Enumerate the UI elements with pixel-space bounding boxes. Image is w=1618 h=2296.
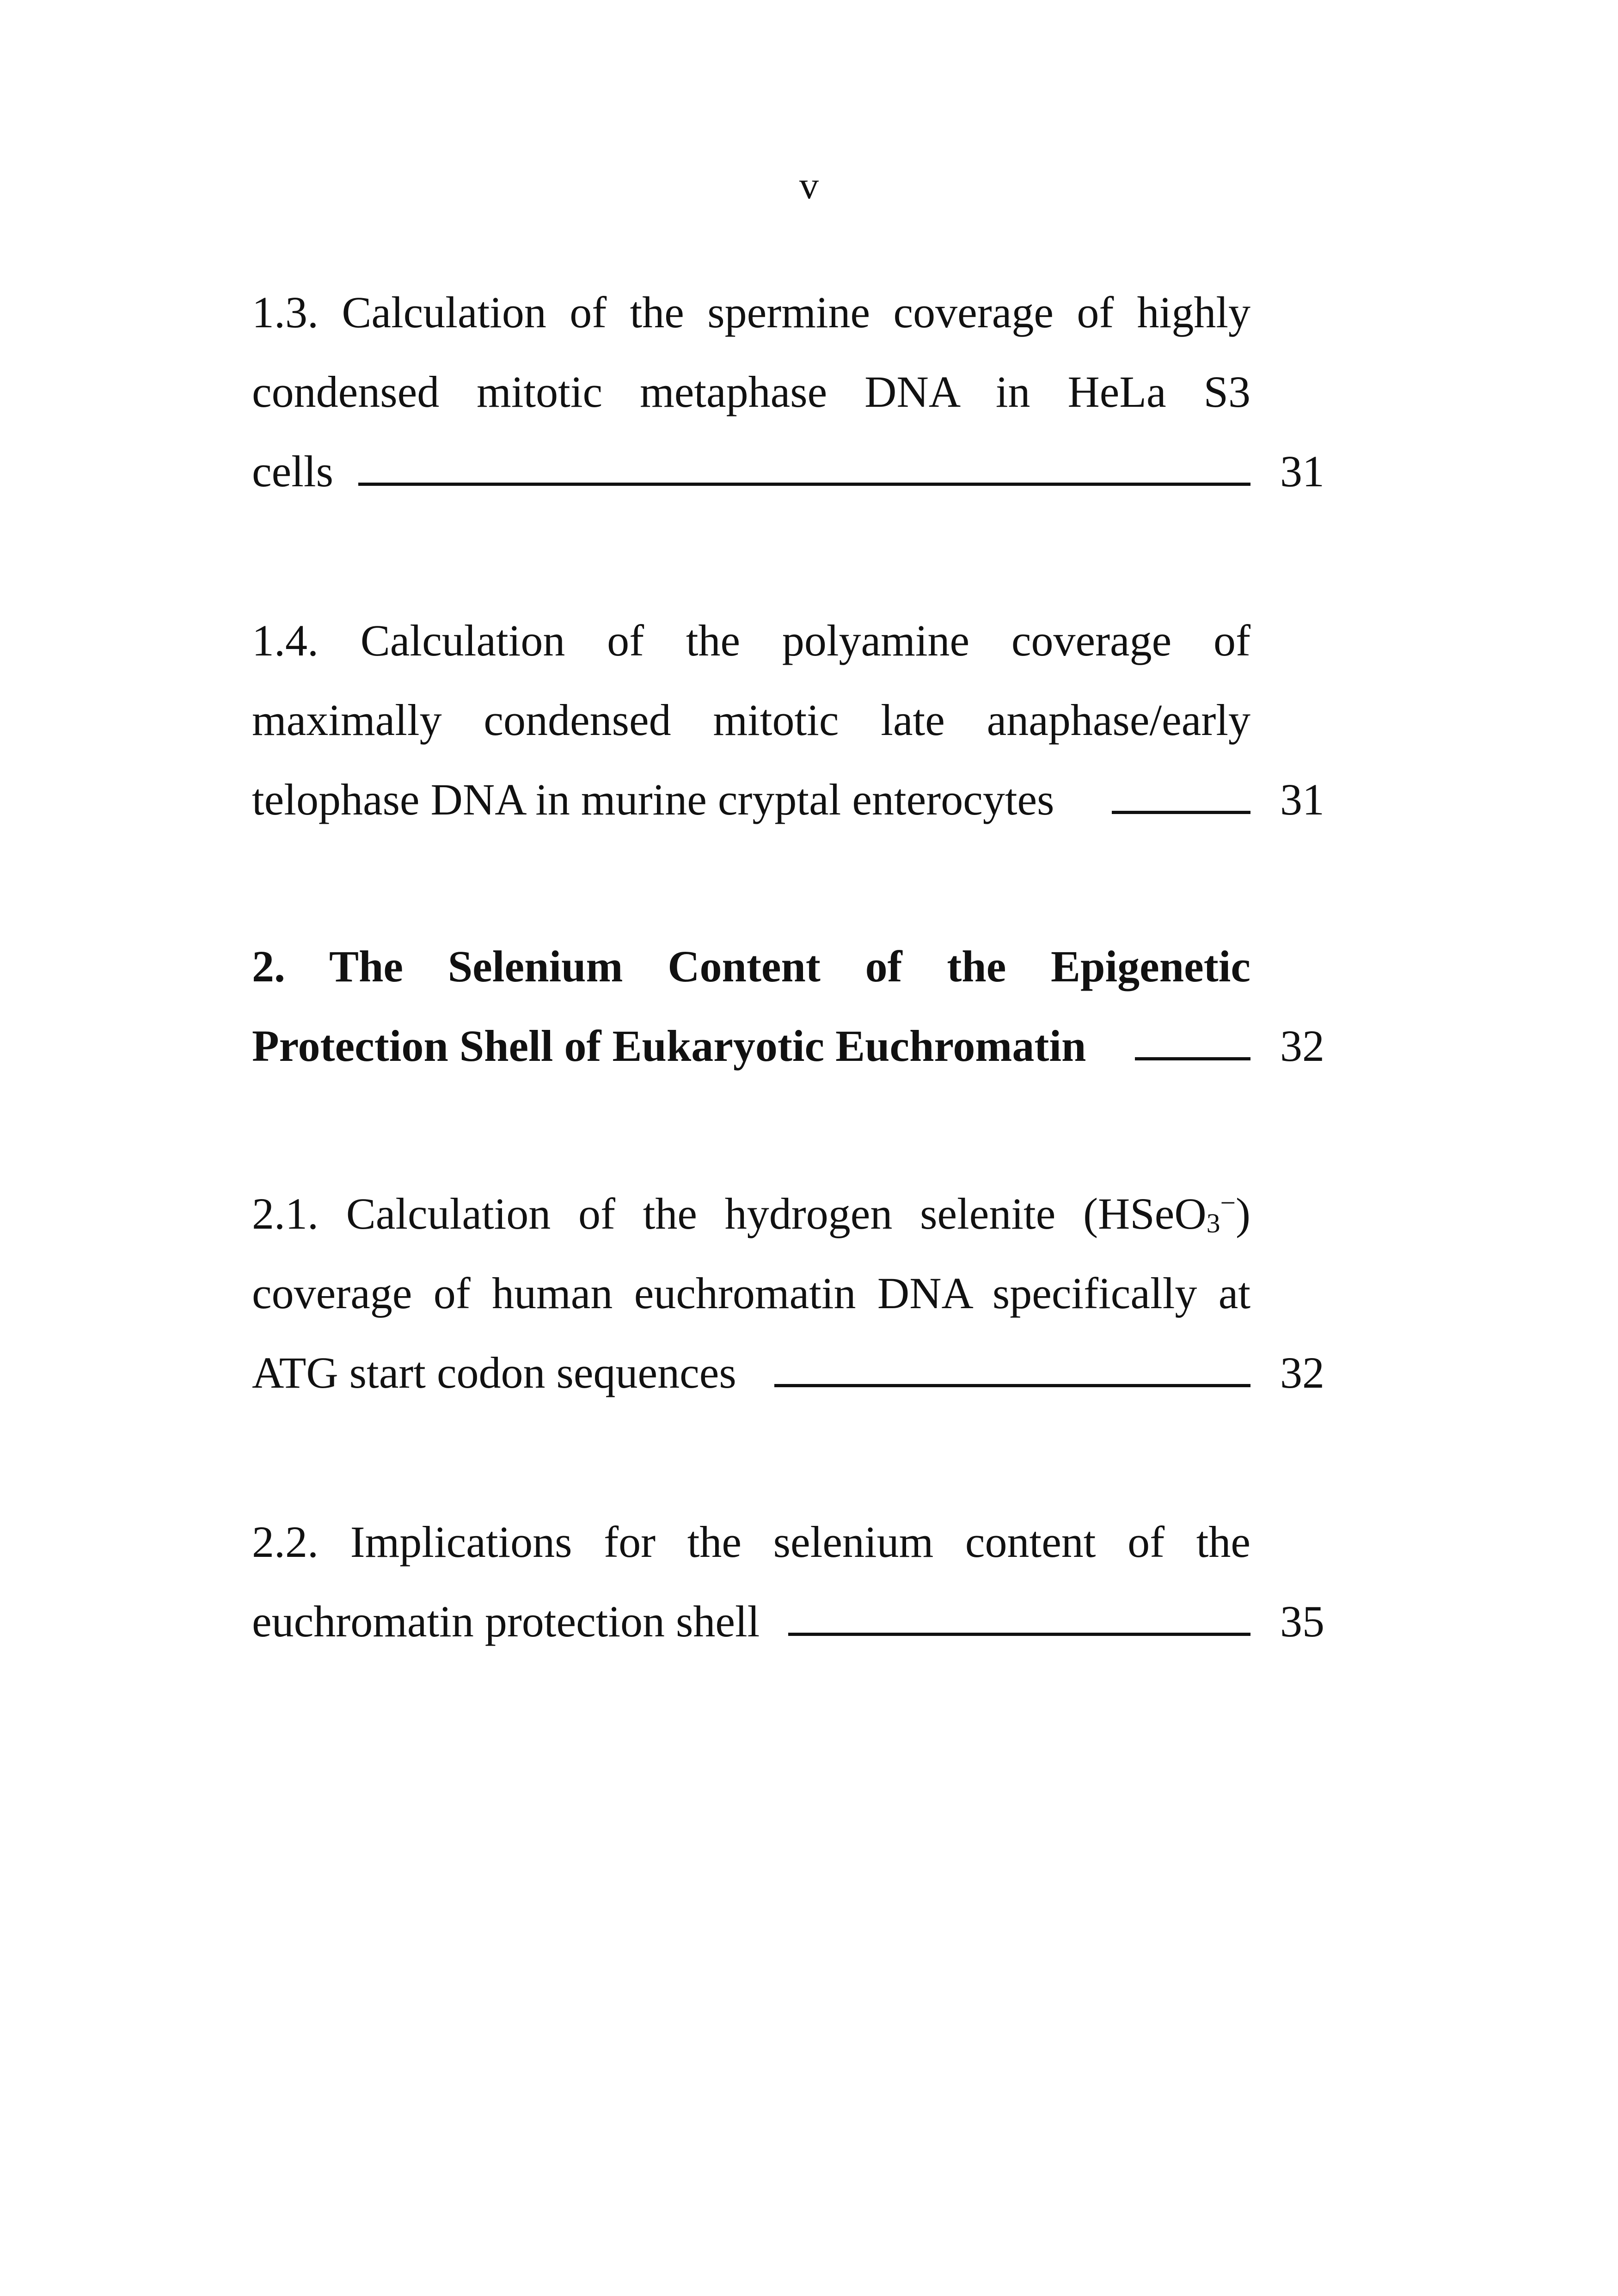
toc-entry-text: cells: [252, 447, 333, 496]
toc-entry-text: Protection Shell of Eukaryotic Euchromatin: [252, 1021, 1086, 1071]
toc-entry-text: euchromatin protection shell: [252, 1597, 760, 1646]
toc-entry-line: coverage of human euchromatin DNA specifically at: [252, 1268, 1250, 1318]
chem-superscript: −: [1220, 1188, 1236, 1218]
toc-page-number: 32: [1280, 1348, 1324, 1397]
toc-entry-line: 2.2. Implications for the selenium content of the: [252, 1517, 1250, 1567]
toc-entry-line: maximally condensed mitotic late anaphase/early: [252, 695, 1250, 745]
toc-entry-line-suffix: ): [1236, 1189, 1250, 1238]
toc-entry-line: condensed mitotic metaphase DNA in HeLa S3: [252, 367, 1250, 416]
toc-entry-2-2: [252, 1502, 1324, 1661]
toc-entry-text: telophase DNA in murine cryptal enterocytes: [252, 775, 1054, 824]
dot-leader: [788, 1582, 1250, 1661]
toc-entry-last-row: [252, 1333, 1324, 1413]
toc-page-number: 32: [1280, 1021, 1324, 1071]
toc-entry-line: 1.3. Calculation of the spermine coverage of highly: [252, 288, 1250, 337]
dot-leader: [774, 1333, 1250, 1413]
toc-entry-last-row: [252, 1006, 1324, 1086]
chem-subscript: 3: [1206, 1208, 1220, 1238]
toc-entry-line: 2. The Selenium Content of the Epigenetic: [252, 942, 1250, 991]
toc-entry-1-4: [252, 601, 1324, 839]
toc-entry-1-3: [252, 273, 1324, 511]
dot-leader: [358, 432, 1250, 511]
toc-entry-last-row: [252, 1582, 1324, 1661]
toc-page-number: 31: [1280, 447, 1324, 496]
toc-entry-text: ATG start codon sequences: [252, 1348, 736, 1397]
dot-leader: [1135, 1006, 1250, 1086]
toc-entry-last-row: [252, 760, 1324, 839]
toc-entry-line-prefix: 2.1. Calculation of the hydrogen selenite (HSeO: [252, 1189, 1207, 1238]
toc-entry-2-1: [252, 1174, 1324, 1413]
toc-entry-2: [252, 927, 1324, 1086]
toc-page-number: 35: [1280, 1597, 1324, 1646]
toc-entry-line: 1.4. Calculation of the polyamine coverage of: [252, 616, 1250, 665]
toc-entry-line: [252, 1174, 1250, 1254]
dot-leader: [1112, 760, 1250, 839]
page-number: v: [799, 164, 819, 207]
toc-entry-last-row: [252, 432, 1324, 511]
toc-page-number: 31: [1280, 775, 1324, 824]
